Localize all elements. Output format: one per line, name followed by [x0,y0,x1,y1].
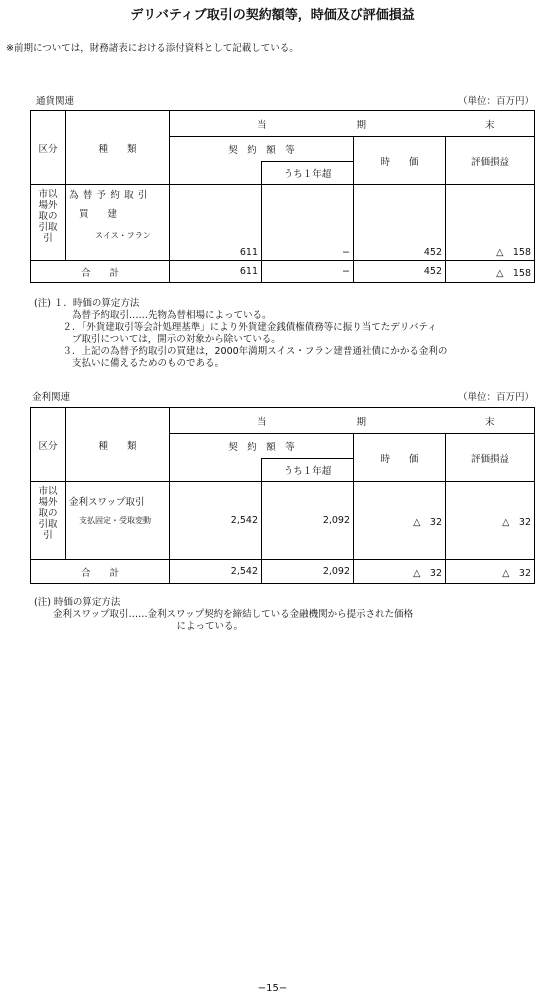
total-contract: 611 [170,261,262,283]
contract-header-spacer [170,459,262,482]
over-one-year-header: うち１年超 [262,162,354,185]
market-value-header: 時 価 [354,137,446,185]
market-value-header: 時 価 [354,434,446,482]
interest-notes: (注) 時価の算定方法 金利スワップ取引‥‥‥金利スワップ契約を締結している金融機関から提示された価格 によっている。 [34,597,414,632]
type-header: 種 類 [66,408,170,482]
contract-header: 契 約 額 等 [170,137,354,162]
over-one-year-header: うち１年超 [262,459,354,482]
currency-notes: (注) １．時価の算定方法 為替予約取引‥‥‥先物為替相場によっている。 ２．「外貨建取引等会計処理基準」により外貨建金銭債権債務等に振り当てたデリバティ ブ取引については，開示の対象から除いている。 ３．上記の為替予約取引の買建は，2000年満期スイス・フラン建普通社債にかかる金利の 支払いに備えるためのものである。 [34,298,448,369]
valuation-header: 評価損益 [446,434,535,482]
currency-unit-label: （単位：百万円） [458,96,535,107]
category-cell: 市以 場外 取の 引取 引 [31,482,66,560]
contract-header-spacer [170,162,262,185]
market-value: 452 [354,185,446,261]
category-header: 区分 [31,408,66,482]
period-header-start: 当 [170,111,354,137]
contract-value: 611 [170,185,262,261]
page-title: デリバティブ取引の契約額等，時価及び評価損益 [130,8,415,23]
interest-section-title: 金利関連 [32,392,71,403]
interest-derivatives-table [30,407,535,584]
total-over-one-year: 2,092 [262,560,354,584]
page-number: −15− [257,983,288,994]
total-valuation: △ 158 [446,261,535,283]
total-contract: 2,542 [170,560,262,584]
valuation-value: △ 32 [446,482,535,560]
period-header-mid: 期 [354,111,446,137]
type-cell: 為替予約取引 買 建 スイス・フラン [66,185,170,261]
contract-header: 契 約 額 等 [170,434,354,459]
type-header: 種 類 [66,111,170,185]
currency-section-title: 通貨関連 [36,96,75,107]
total-label: 合 計 [31,261,170,283]
total-valuation: △ 32 [446,560,535,584]
over-one-year-value: − [262,185,354,261]
over-one-year-value: 2,092 [262,482,354,560]
interest-unit-label: （単位：百万円） [458,392,535,403]
total-market-value: 452 [354,261,446,283]
market-value: △ 32 [354,482,446,560]
category-header: 区分 [31,111,66,185]
total-market-value: △ 32 [354,560,446,584]
prior-period-note: ※前期については，財務諸表における添付資料として記載している。 [6,43,299,54]
type-cell: 金利スワップ取引 支払固定・受取変動 [66,482,170,560]
period-header-mid: 期 [354,408,446,434]
contract-value: 2,542 [170,482,262,560]
total-label: 合 計 [31,560,170,584]
period-header-end: 末 [446,408,535,434]
currency-derivatives-table [30,110,535,283]
category-cell: 市以 場外 取の 引取 引 [31,185,66,261]
period-header-end: 末 [446,111,535,137]
total-over-one-year: − [262,261,354,283]
valuation-header: 評価損益 [446,137,535,185]
valuation-value: △ 158 [446,185,535,261]
period-header-start: 当 [170,408,354,434]
